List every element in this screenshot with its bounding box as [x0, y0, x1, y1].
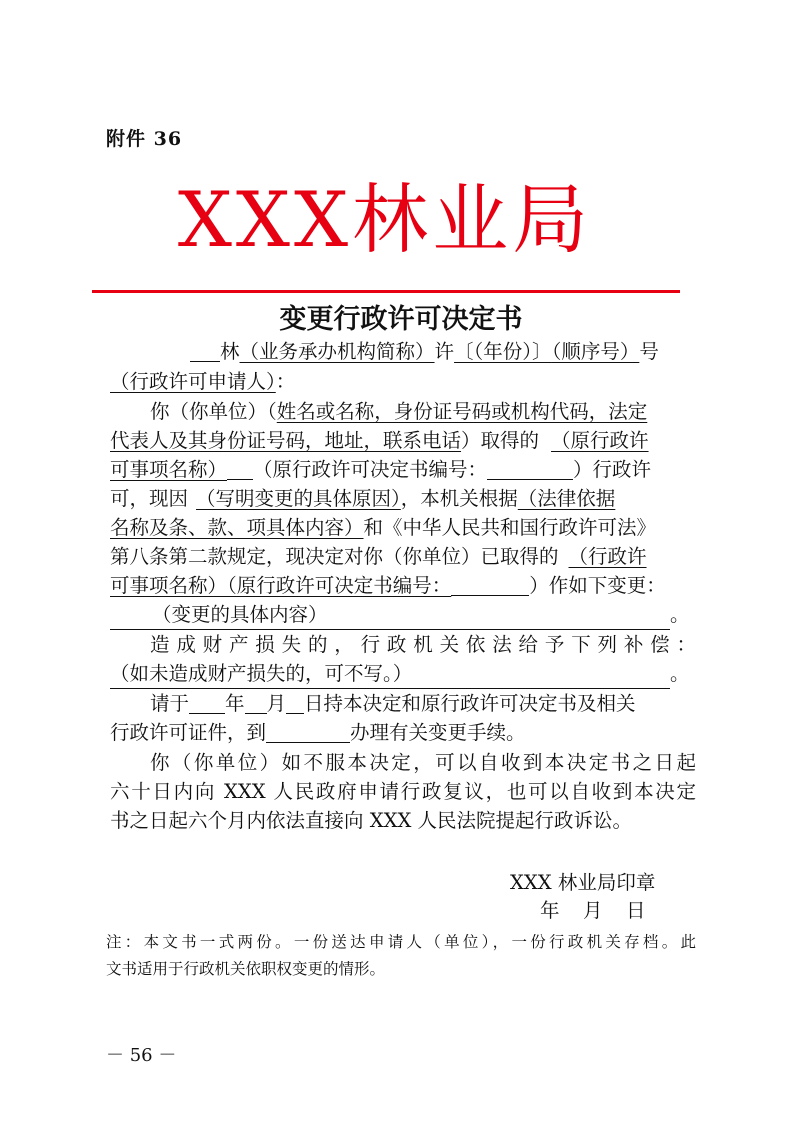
applicant-field: （行政许可申请人）: [110, 370, 276, 393]
deadline-line: [150, 690, 696, 718]
location-blank: [266, 720, 350, 743]
body1-line1: [150, 398, 696, 426]
body1-line3: [110, 456, 696, 484]
original-permit-field: 可事项名称）: [110, 458, 228, 481]
permit-number-blank: [487, 457, 573, 480]
body1-text: ）作如下变更：: [529, 574, 666, 597]
org-abbrev-field: （业务承办机构简称）: [239, 340, 435, 363]
body1-text: （原行政许可决定书编号：: [253, 458, 488, 481]
masthead-divider: [92, 290, 680, 293]
date-line: 年 月 日: [540, 899, 648, 922]
body1-line4: [110, 485, 696, 513]
applicant-line: [110, 368, 696, 396]
number-prefix-blank: [190, 339, 220, 362]
body3-text: 年: [225, 692, 245, 715]
party-info-field: 代表人及其身份证号码，地址，联系电话: [110, 429, 462, 452]
body1-line8: [110, 601, 696, 630]
body3-text: 行政许可证件，到: [110, 721, 267, 744]
document-number-line: [190, 338, 696, 366]
body1-line7: [110, 572, 696, 600]
body3-text: 月: [266, 692, 287, 715]
applicant-colon: ：: [275, 370, 296, 393]
blank: [227, 457, 253, 480]
location-line: [110, 719, 696, 747]
body1-text: ，本机关根据: [400, 487, 518, 510]
change-reason-field: （写明变更的具体原因）: [196, 487, 401, 510]
note-line1: 注：本文书一式两份。一份送达申请人（单位），一份行政机关存档。此: [106, 933, 696, 951]
document-title: 变更行政许可决定书: [279, 304, 523, 335]
legal-basis-field: 名称及条、款、项具体内容）: [110, 516, 364, 539]
body1-text: 和《中华人民共和国行政许可法》: [363, 516, 657, 539]
body1-text: ）行政许: [573, 458, 652, 481]
compensation-field: （如未造成财产损失的，可不写。）: [110, 660, 670, 689]
page-number: － 56 －: [106, 1045, 177, 1066]
body1-line2: [110, 427, 696, 455]
body3-text: 日持本决定和原行政许可决定书及相关: [304, 692, 636, 715]
body1-line5: [110, 514, 696, 542]
number-prefix: 林: [220, 340, 240, 363]
body1-line6: [110, 543, 696, 571]
number-mid: 许: [434, 340, 455, 363]
body1-text: 可，现因: [110, 487, 189, 510]
body1-text: 你（你单位）（: [150, 400, 277, 423]
appeal-line3: 书之日起六个月内依法直接向 XXX 人民法院提起行政诉讼。: [110, 809, 633, 832]
number-suffix: 号: [639, 340, 659, 363]
permit-number-field: （原行政许可决定书编号：: [227, 574, 452, 597]
compensation-field-line: [110, 660, 696, 689]
day-blank: [286, 691, 304, 714]
seal-text: XXX 林业局印章: [510, 871, 656, 894]
period: 。: [670, 662, 690, 685]
note-line2: 文书适用于行政机关依职权变更的情形。: [106, 960, 386, 978]
permit-number-blank: [451, 573, 529, 596]
appeal-line1: 你（你单位）如不服本决定，可以自收到本决定书之日起: [150, 751, 696, 774]
permit-item-field: 可事项名称）: [110, 574, 228, 597]
body1-text: ）取得的: [461, 429, 540, 452]
legal-basis-field: （法律依据: [517, 487, 616, 510]
change-content-field: （变更的具体内容）: [110, 601, 670, 630]
compensation-line: 造成财产损失的，行政机关依法给予下列补偿：: [150, 633, 696, 656]
sequence-field: （顺序号）: [551, 340, 640, 363]
body3-text: 办理有关变更手续。: [350, 721, 526, 744]
period: 。: [670, 603, 690, 626]
month-blank: [245, 691, 267, 714]
party-info-field: 姓名或名称，身份证号码或机构代码，法定: [276, 400, 648, 423]
year-field: 〔（年份）〕: [454, 340, 552, 363]
attachment-label: 附件 36: [106, 128, 183, 150]
agency-masthead: XXX林业局: [177, 175, 593, 264]
body1-text: 第八条第二款规定，现决定对你（你单位）已取得的: [110, 545, 559, 568]
year-blank: [189, 691, 225, 714]
body3-text: 请于: [150, 692, 190, 715]
original-permit-field: （原行政许: [551, 429, 649, 452]
appeal-line2: 六十日内向 XXX 人民政府申请行政复议，也可以自收到本决定: [110, 780, 696, 803]
permit-item-field: （行政许: [568, 545, 647, 568]
